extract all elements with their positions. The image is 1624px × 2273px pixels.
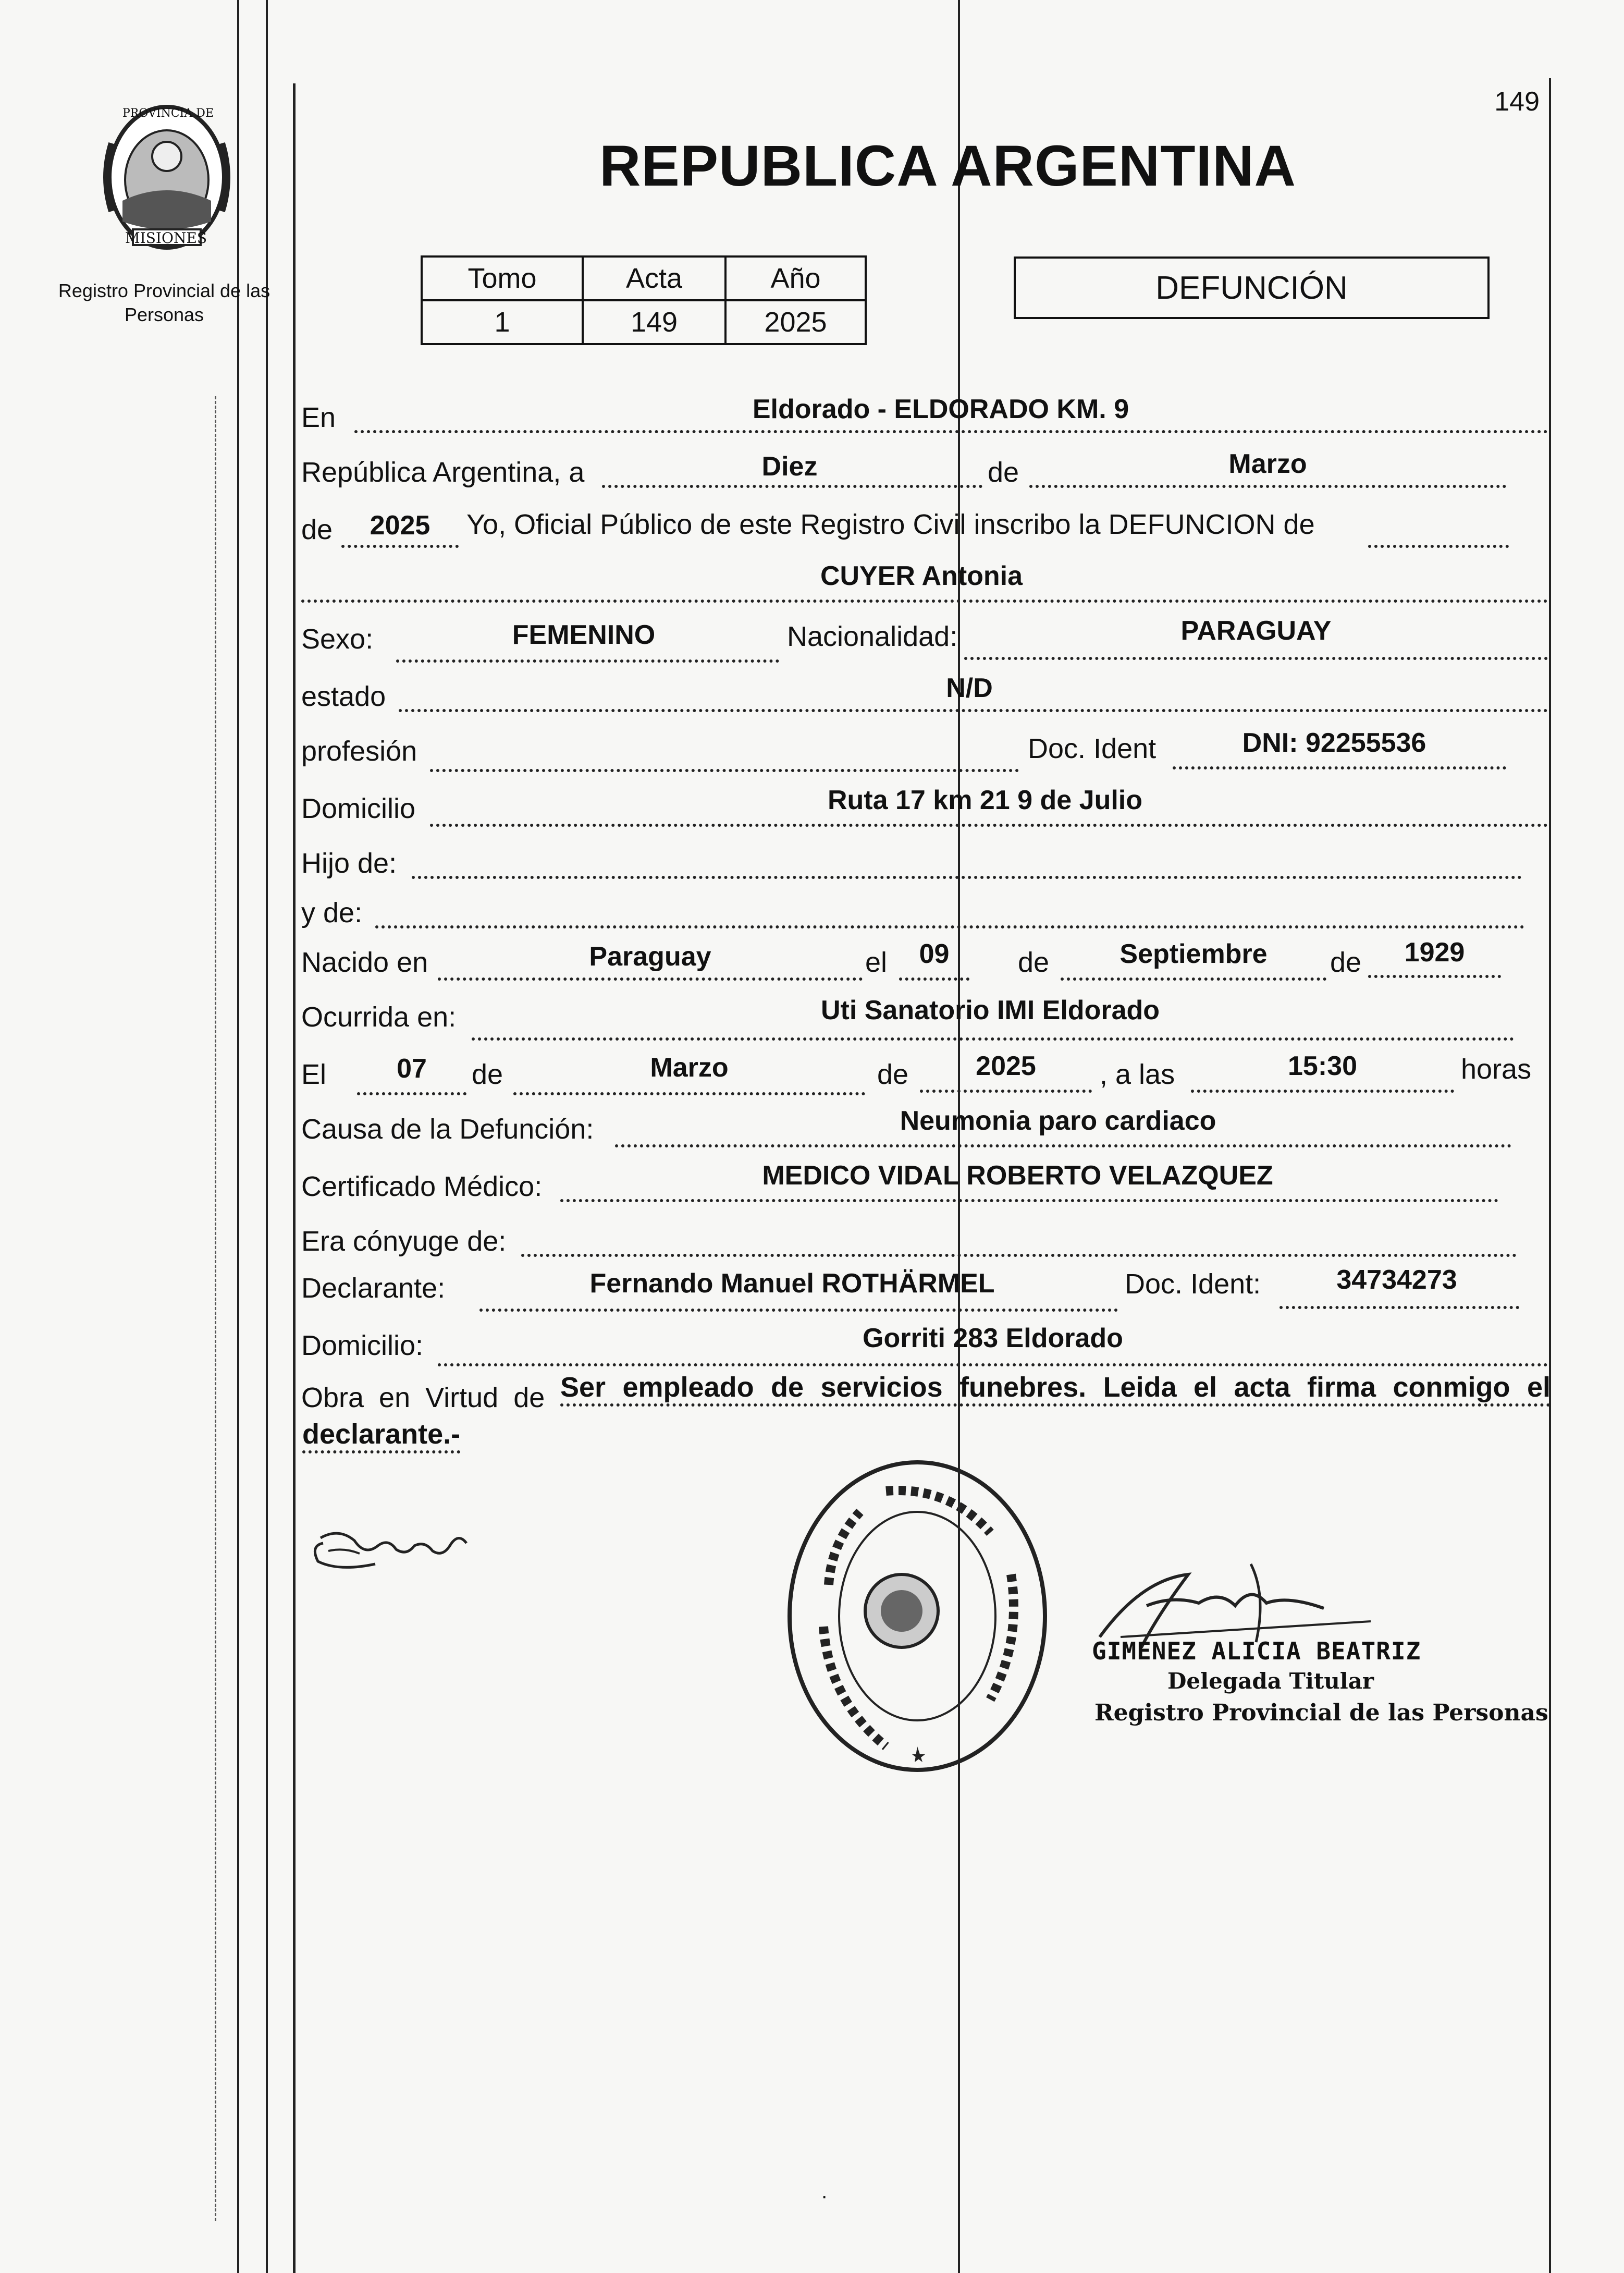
de-label-2: de [301,514,333,545]
en-label: En [301,402,336,433]
nacionalidad-label: Nacionalidad: [787,621,958,652]
sexo-value: FEMENINO [512,620,656,650]
doc-ident-value: DNI: 92255536 [1242,728,1426,758]
horas-label: horas [1461,1054,1532,1085]
nac-anio-value: 1929 [1404,937,1465,968]
def-dia-value: 07 [397,1054,427,1084]
nac-dia-value: 09 [919,939,950,969]
def-anio-value: 2025 [976,1051,1036,1081]
decl-doc-label: Doc. Ident: [1125,1268,1261,1300]
page-number: 149 [1494,87,1540,117]
dia-value: Diez [761,451,818,482]
nacido-value: Paraguay [589,942,711,972]
decl-domicilio-label: Domicilio: [301,1330,424,1361]
nombre-value: CUYER Antonia [820,561,1023,591]
profesion-field [430,738,1019,772]
declarante-value: Fernando Manuel ROTHÄRMEL [589,1268,995,1299]
profesion-label: profesión [301,736,417,767]
obra-label: Obra en Virtud de [301,1382,545,1413]
table-value-anio: 2025 [725,300,866,344]
table-header-tomo: Tomo [422,256,583,300]
obra-value: Ser empleado de servicios funebres. Leida el acta firma conmigo el [560,1371,1551,1407]
right-margin-line [1549,78,1551,2273]
registry-stamp [782,1455,1053,1778]
table-header-anio: Año [725,256,866,300]
stray-mark: · [821,2184,828,2207]
record-type-box: DEFUNCIÓN [1014,256,1490,319]
nacionalidad-value: PARAGUAY [1180,616,1332,646]
de-label: de [988,457,1019,488]
yde-label: y de: [301,897,363,928]
ocurrida-value: Uti Sanatorio IMI Eldorado [820,995,1160,1025]
logo-text-top: PROVINCIA DE [122,107,214,120]
sexo-label: Sexo: [301,624,374,655]
conyuge-field [521,1223,1517,1257]
official-name: GIMENEZ ALICIA BEATRIZ [1092,1637,1421,1665]
de-label-3: de [1018,947,1050,978]
inscribe-text: Yo, Oficial Público de este Registro Civil inscribo la DEFUNCION de [466,509,1315,540]
de-label-6: de [877,1059,909,1090]
hora-value: 15:30 [1288,1051,1357,1081]
causa-value: Neumonia paro cardiaco [900,1106,1216,1136]
ocurrida-label: Ocurrida en: [301,1001,457,1033]
official-role: Delegada Titular [1167,1668,1374,1694]
decl-doc-value: 34734273 [1336,1265,1457,1295]
el-label: el [865,947,888,978]
en-value: Eldorado - ELDORADO KM. 9 [752,394,1129,424]
hijo-label: Hijo de: [301,848,397,879]
registry-table [421,255,867,345]
binding-line [266,0,268,2273]
de-label-4: de [1330,947,1362,978]
alas-label: , a las [1100,1059,1175,1090]
mes-value: Marzo [1228,449,1307,479]
nacido-label: Nacido en [301,947,428,978]
declarant-signature [307,1517,474,1574]
domicilio-label: Domicilio [301,793,416,824]
margin-line [293,83,296,2273]
table-value-tomo: 1 [422,300,583,344]
certificado-label: Certificado Médico: [301,1171,543,1202]
registry-label: Registro Provincial de las Personas [58,280,270,325]
edge-marks [215,396,218,2221]
obra-value-continued: declarante.- [302,1418,460,1453]
doc-ident-label: Doc. Ident [1028,733,1157,764]
logo-text-bottom: MISIONES [125,229,207,247]
table-header-acta: Acta [583,256,725,300]
de-label-5: de [472,1059,503,1090]
certificado-value: MEDICO VIDAL ROBERTO VELAZQUEZ [762,1160,1273,1191]
conyuge-label: Era cónyuge de: [301,1226,507,1257]
estado-value: N/D [946,673,993,703]
binding-line [237,0,239,2273]
decl-domicilio-value: Gorriti 283 Eldorado [863,1323,1123,1353]
def-mes-value: Marzo [650,1053,729,1083]
republica-label: República Argentina, a [301,457,585,488]
domicilio-value: Ruta 17 km 21 9 de Julio [827,785,1143,815]
table-value-acta: 149 [583,300,725,344]
estado-label: estado [301,681,386,712]
page-title: REPUBLICA ARGENTINA [599,134,1296,198]
nac-mes-value: Septiembre [1119,939,1268,969]
causa-label: Causa de la Defunción: [301,1114,594,1145]
yde-field [375,894,1524,928]
inscribe-tail-field [1368,514,1509,548]
el2-label: El [301,1059,327,1090]
official-org: Registro Provincial de las Personas [1094,1700,1548,1726]
declarante-label: Declarante: [301,1273,446,1304]
anio-value: 2025 [370,510,430,541]
hijo-field [412,845,1522,879]
